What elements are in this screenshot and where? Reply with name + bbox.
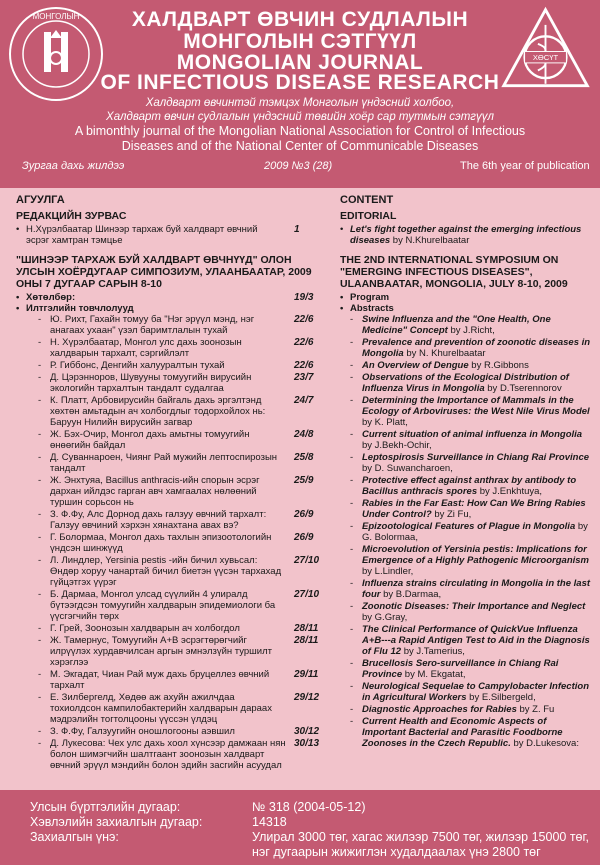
contents-heading-en: CONTENT (340, 194, 394, 206)
toc-item-author: by Zi Fu, (434, 509, 472, 520)
toc-item-mn (12, 452, 314, 474)
toc-item-text: - Ю. Рихт, Гахайн томуу ба "Нэг эрүүл мэнд, нэг анагаах ухаан" үзэл баримтлалын тухай (50, 314, 255, 336)
toc-item-text: - Г. Грей, Зоонозын халдварын ач холбогдол (50, 623, 240, 634)
title-line-2: МОНГОЛЫН СЭТГҮҮЛ (183, 30, 417, 53)
subscription-value: нэг дугаарын жижиглэн худалдаалах үнэ 2800 төг (252, 845, 541, 859)
issue-number: 2009 №3 (28) (264, 160, 333, 172)
toc-item-text: - Б. Дармаа, Монгол улсад сүүлийн 4 улиралд бүтээгдсэн томуугийн халдварын эпидемиологи ба үүсгэгчийн төрх (50, 589, 276, 622)
subscription-label: Захиалгын үнэ: (30, 830, 119, 844)
toc-page-number: 23/7 (294, 372, 314, 383)
toc-page-number: 25/8 (294, 452, 314, 463)
year-en: The 6th year of publication (460, 160, 590, 172)
journal-header (0, 0, 600, 188)
subscription-label: Хэвлэлийн захиалгын дугаар: (30, 815, 203, 829)
toc-item-author: by J.Tamerius, (403, 646, 465, 657)
title-line-3: MONGOLIAN JOURNAL (176, 51, 424, 74)
toc-item-title: Influenza strains circulating in Mongolia in the last four (362, 578, 591, 600)
toc-bullet-mn (12, 292, 330, 303)
title-line-4: OF INFECTIOUS DISEASE RESEARCH (100, 71, 500, 94)
toc-item-text: • Н.Хүрэлбаатар Шинээр тархаж буй халдварт өвчний эсрэг хамтран тэмцье (26, 224, 258, 246)
toc-item-en (336, 601, 592, 623)
desc-en-2: Diseases and of the National Center of Communicable Diseases (121, 139, 479, 153)
toc-item-mn (12, 623, 319, 634)
toc-page-number: 1 (294, 224, 300, 235)
subscription-row (30, 815, 590, 830)
toc-item-title: Brucellosis Sero-surveillance in Chiang Rai Province (362, 658, 559, 680)
toc-page-number: 25/9 (294, 475, 314, 486)
toc-item-mn (12, 337, 314, 359)
toc-item-mn (12, 429, 314, 451)
title-line-1: ХАЛДВАРТ ӨВЧИН СУДЛАЛЫН (131, 8, 469, 31)
toc-item-mn (12, 532, 314, 554)
toc-item-en (336, 716, 592, 749)
toc-item-en (336, 395, 592, 428)
toc-item-title: Current situation of animal influenza in Mongolia (362, 429, 583, 440)
toc-item-text: - Г. Болормаа, Монгол дахь тахлын эпизоотологийн үндсэн шинжүүд (50, 532, 272, 554)
toc-page-number: 22/6 (294, 314, 314, 325)
toc-page-number: 19/3 (294, 292, 314, 303)
toc-item-text: • Хөтөлбөр: (26, 292, 76, 303)
toc-item-mn (12, 360, 314, 371)
center-logo-icon (498, 4, 593, 99)
toc-item-en (336, 681, 592, 703)
toc-page-number: 26/9 (294, 532, 314, 543)
editorial-title-en: EDITORIAL (340, 210, 397, 222)
toc-item-mn (12, 692, 320, 725)
toc-item-en (336, 372, 592, 394)
toc-item-author: by M. Ekgatat, (404, 669, 466, 680)
toc-item-text: - З. Ф.Фу, Галзуугийн оношлогооны аэвшил (50, 726, 235, 737)
toc-item-author: by L.Lindler, (362, 566, 414, 577)
toc-item-text: - К. Платт, Арбовирусийн байгаль дахь эргэлтэнд хөхтөн амьтадын ач холбогдлыг тодорхойлох нь: Баруун Нилийн вирусийн загвар (50, 395, 266, 428)
toc-item-mn (12, 555, 320, 588)
toc-page-number: 26/9 (294, 509, 314, 520)
toc-page-number: 27/10 (294, 589, 320, 600)
toc-page-number: 27/10 (294, 555, 320, 566)
toc-item-title: Neurological Sequelae to Campylobacter Infection in Agricultural Workers (362, 681, 589, 703)
toc-item-title: Microevolution of Yersinia pestis: Implications for Emergence of a Highly Pathogenic Microorganism (362, 544, 589, 566)
toc-bullet-en: • Abstracts (336, 303, 592, 314)
toc-item-text: - Ж. Бэх-Очир, Монгол дахь амьтны томуугийн өнөөгийн байдал (50, 429, 250, 451)
subscription-row (30, 845, 590, 860)
toc-item-title: Let's fight together against the emerging infectious diseases (350, 224, 582, 246)
toc-item-en (336, 521, 592, 543)
toc-item-mn (12, 372, 314, 394)
toc-item-title: Rabies in the Far East: How Can We Bring Rabies Under Control? (362, 498, 586, 520)
toc-item-en (336, 429, 592, 451)
contents-english (336, 188, 592, 750)
toc-item-author: by J.Bekh-Ochir, (362, 440, 432, 451)
toc-item-mn (12, 669, 319, 691)
symposium-title-mn: "ШИНЭЭР ТАРХАЖ БУЙ ХАЛДВАРТ ӨВЧНҮҮД" ОЛОН УЛСЫН ХОЁРДУГААР СИМПОЗИУМ, УЛААНБААТАР, 2009 ОНЫ 7 ДУГААР САРЫН 8-10 (16, 254, 312, 290)
toc-item-en (336, 624, 592, 657)
editorial-title-mn: РЕДАКЦИЙН ЗУРВАС (16, 210, 127, 222)
center-logo-text: ХӨСҮТ (532, 53, 559, 63)
toc-item-text: - Ж. Энхтуяа, Bacillus anthracis-ийн спорын эсрэг дархан ийлдэс гарган авч хамгаалах нөлөөний туршин сорьсон нь (50, 475, 260, 508)
toc-item-title: The Clinical Performance of QuickVue Influenza A+B---a Rapid Antigen Test to Aid in the Diagnosis of Flu 12 (362, 624, 590, 657)
toc-item-mn (12, 509, 314, 531)
contents-heading-mn: АГУУЛГА (16, 194, 65, 206)
toc-item-title: Prevalence and prevention of zoonotic diseases in Mongolia (362, 337, 591, 359)
subscription-value: Улирал 3000 төг, хагас жилээр 7500 төг, жилээр 15000 төг, (252, 830, 589, 844)
toc-page-number: 24/7 (294, 395, 314, 406)
toc-item-title: An Overview of Dengue (362, 360, 469, 371)
toc-item-author: by R.Gibbons (471, 360, 529, 371)
subscription-row (30, 830, 590, 845)
toc-item-title: Determining the Importance of Mammals in the Ecology of Arboviruses: the West Nile Virus Model (362, 395, 590, 417)
subscription-row (30, 800, 590, 815)
subscription-value: № 318 (2004-05-12) (252, 800, 366, 814)
toc-item-text: - Е. Зилбергелд, Хөдөө аж ахуйн ажилчдаа тохиолдсон кампилобактерийн халдварын дараах мэдрэлийн тогтолцооны үүссэн үлдэц (50, 692, 272, 725)
toc-item-text: - Д. Цэрэнноров, Шувууны томуугийн вирусийн экологийн тархалтын тандалт судалгаа (50, 372, 252, 394)
desc-mn-1: Халдварт өвчинтэй тэмцэх Монголын үндэсний холбоо, (145, 97, 455, 109)
toc-item-en (336, 360, 592, 371)
toc-item-title: Diagnostic Approaches for Rabies (362, 704, 517, 715)
toc-item-title: Current Health and Economic Aspects of Important Bacterial and Parasitic Foodborne Zoonoses in the Czech Republic. (362, 716, 563, 749)
toc-item-author: by D.Lukesova: (513, 738, 579, 749)
toc-item-author: by K. Platt, (362, 417, 408, 428)
toc-item-text: - Ж. Тамернус, Томуугийн А+В эсрэгтөрөгчийг илрүүлэх хурдавчилсан аргын эмнэлзүйн туршилт хэрэглээ (50, 635, 272, 668)
subscription-label: Улсын бүртгэлийн дугаар: (30, 800, 181, 814)
toc-item-text: - Р. Гиббонс, Денгийн халууралтын тухай (50, 360, 225, 371)
year-mn: Зургаа дахь жилдээ (22, 160, 125, 172)
issue-bar (0, 158, 600, 176)
toc-item-en (336, 578, 592, 600)
toc-item-author: by D. Suwancharoen, (362, 463, 453, 474)
toc-page-number: 29/12 (294, 692, 320, 703)
toc-item-author: by D.Tserennorov (487, 383, 562, 394)
toc-item-en (336, 544, 592, 577)
symposium-title-en: THE 2ND INTERNATIONAL SYMPOSIUM ON "EMERGING INFECTIOUS DISEASES", ULAANBAATAR, MONGOLIA, JULY 8-10, 2009 (340, 254, 568, 290)
desc-en-1: A bimonthly journal of the Mongolian National Association for Control of Infectious (74, 124, 526, 138)
toc-page-number: 29/11 (294, 669, 319, 680)
toc-item-en (336, 314, 592, 336)
toc-item-mn (12, 395, 314, 428)
toc-item-title: Protective effect against anthrax by antibody to Bacillus anthracis spores (362, 475, 577, 497)
contents-mongolian (12, 188, 330, 772)
toc-item-text: • Илтгэлийн товчлолууд (26, 303, 134, 314)
desc-mn-2: Халдварт өвчин судлалын үндэсний төвийн хоёр сар тутмын сэтгүүл (106, 111, 494, 123)
toc-bullet-mn (12, 303, 330, 314)
toc-item-en (336, 337, 592, 359)
seal-text: МОНГОЛЫН (32, 12, 80, 21)
toc-page-number: 28/11 (294, 635, 319, 646)
toc-page-number: 28/11 (294, 623, 319, 634)
toc-item-en (336, 658, 592, 680)
toc-item-mn (12, 726, 320, 737)
toc-item-author: by G. Bolormaa, (362, 521, 588, 543)
toc-item-title: Swine Influenza and the "One Health, One Medicine" Concept (362, 314, 551, 336)
toc-bullet-en: • Program (336, 292, 592, 303)
toc-item-mn (12, 635, 319, 668)
toc-item-en (336, 704, 592, 715)
toc-item-text: - Д. Лукесова: Чех улс дахь хоол хүнсээр дамжаан нян болон шимэгчийн шалтгаант зоонозын халдварт өвчний эрүүл мэндийн болон эдийн засгийн асуудал (50, 738, 286, 771)
toc-item-author: by N.Khurelbaatar (392, 235, 470, 246)
toc-item-text: - Н. Хүрэлбаатар, Монгол улс дахь зоонозын халдварын тархалт, сэргийлэлт (50, 337, 242, 359)
toc-item-en (336, 452, 592, 474)
toc-item-mn (12, 589, 320, 622)
toc-item-text: - Д. Суваннароен, Чиянг Рай мужийн лептоспирозын тандалт (50, 452, 278, 474)
toc-item-text: - Л. Линдлер, Yersinia pestis -ийн бичил хувьсал: Өндөр хоруу чанартай бичил биетэн үүсэн тархахад гүйцэтгэх үүрэг (50, 555, 282, 588)
toc-item-title: Zoonotic Diseases: Their Importance and Neglect (362, 601, 586, 612)
toc-item-text: - М. Экгадат, Чиан Рай муж дахь бруцеллез өвчний тархалт (50, 669, 270, 691)
toc-item-mn (12, 475, 314, 508)
toc-item-author: by B.Darmaa, (383, 589, 442, 600)
toc-page-number: 30/13 (294, 738, 320, 749)
toc-item-author: by N. Khurelbaatar (406, 348, 486, 359)
toc-item-title: Leptospirosis Surveillance in Chiang Rai Province (362, 452, 590, 463)
toc-item-author: by E.Silbergeld, (469, 692, 536, 703)
toc-page-number: 30/12 (294, 726, 320, 737)
toc-item-author: by J.Richt, (450, 325, 495, 336)
toc-item-author: by G.Gray, (362, 612, 408, 623)
toc-item-en (336, 475, 592, 497)
toc-item-mn (12, 314, 314, 336)
toc-page-number: 24/8 (294, 429, 314, 440)
toc-page-number: 22/6 (294, 337, 314, 348)
toc-page-number: 22/6 (294, 360, 314, 371)
toc-item-title: Observations of the Ecological Distribution of Influenza Virus in Mongolia (362, 372, 569, 394)
toc-item-author: by Z. Fu (519, 704, 555, 715)
toc-item-mn (12, 738, 320, 771)
toc-item-title: Epizootological Features of Plague in Mongolia (362, 521, 576, 532)
toc-item-author: by J.Enkhtuya, (479, 486, 543, 497)
subscription-value: 14318 (252, 815, 287, 829)
toc-item-mn (12, 224, 330, 246)
desc-en (60, 124, 540, 154)
toc-item-en (336, 498, 592, 520)
subscription-info (30, 800, 590, 860)
toc-item-en (336, 224, 592, 246)
toc-item-text: - З. Ф.Фу, Алс Дорнод дахь галзуу өвчний тархалт: Галзуу өвчиний хэрхэн хянахтана авах вэ? (50, 509, 267, 531)
